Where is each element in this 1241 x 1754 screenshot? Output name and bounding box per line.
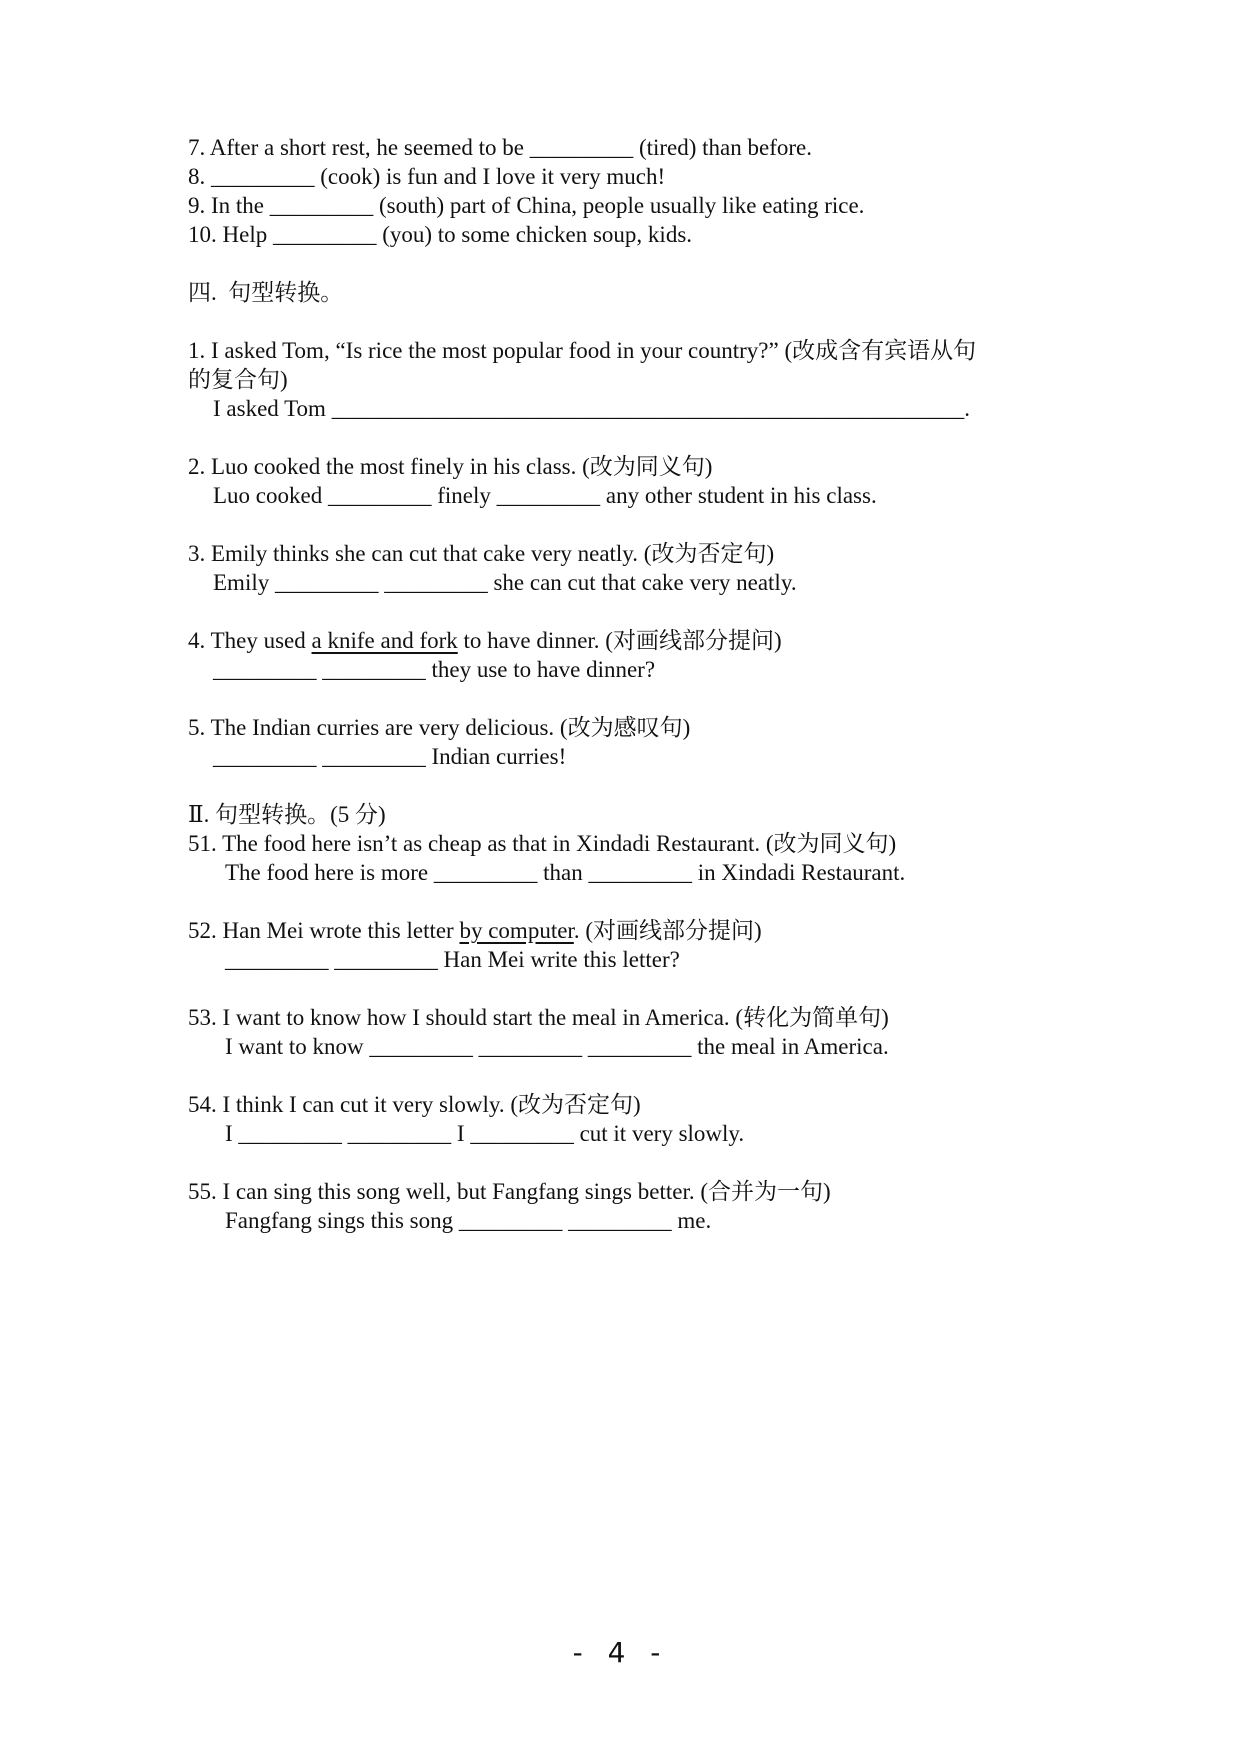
question-4 (188, 626, 782, 656)
exercise-9: 9. In the _________ (south) part of China, people usually like eating rice. (188, 193, 865, 218)
exercise-10: 10. Help _________ (you) to some chicken soup, kids. (188, 222, 693, 247)
question-4-answer: _________ _________ they use to have dinner? (213, 657, 656, 682)
question-52-answer: _________ _________ Han Mei write this letter? (225, 947, 680, 972)
question-5-answer: _________ _________ Indian curries! (213, 744, 567, 769)
page-number: - 4 - (572, 1636, 669, 1669)
exercise-8: 8. _________ (cook) is fun and I love it very much! (188, 164, 666, 189)
question-1-line-2: 的复合句) (188, 367, 288, 392)
question-52-pre: 52. Han Mei wrote this letter (188, 918, 460, 943)
question-52-post: . (对画线部分提问) (573, 918, 762, 943)
section-II-heading: Ⅱ. 句型转换。(5 分) (188, 802, 386, 827)
question-53: 53. I want to know how I should start the meal in America. (转化为简单句) (188, 1005, 889, 1030)
question-2-answer: Luo cooked _________ finely _________ any other student in his class. (213, 483, 877, 508)
exercise-7: 7. After a short rest, he seemed to be _________ (tired) than before. (188, 135, 812, 160)
question-52-underlined: by computer (459, 918, 574, 943)
question-5: 5. The Indian curries are very delicious. (改为感叹句) (188, 715, 691, 740)
question-3-answer: Emily _________ _________ she can cut that cake very neatly. (213, 570, 797, 595)
question-55-answer: Fangfang sings this song _________ _________ me. (225, 1208, 712, 1233)
question-1-answer: I asked Tom _______________________________________________________. (213, 396, 970, 421)
question-54-answer: I _________ _________ I _________ cut it very slowly. (225, 1121, 745, 1146)
question-54: 54. I think I can cut it very slowly. (改为否定句) (188, 1092, 641, 1117)
question-4-underlined: a knife and fork (311, 628, 458, 653)
question-4-pre: 4. They used (188, 628, 312, 653)
question-1-line-1: 1. I asked Tom, “Is rice the most popular food in your country?” (改成含有宾语从句 (188, 338, 977, 363)
section-4-heading: 四. 句型转换。 (188, 280, 344, 305)
question-51: 51. The food here isn’t as cheap as that in Xindadi Restaurant. (改为同义句) (188, 831, 897, 856)
question-52 (188, 916, 762, 946)
question-51-answer: The food here is more _________ than _________ in Xindadi Restaurant. (225, 860, 906, 885)
question-55: 55. I can sing this song well, but Fangfang sings better. (合并为一句) (188, 1179, 831, 1204)
question-53-answer: I want to know _________ _________ _________ the meal in America. (225, 1034, 889, 1059)
question-2: 2. Luo cooked the most finely in his class. (改为同义句) (188, 454, 713, 479)
question-3: 3. Emily thinks she can cut that cake very neatly. (改为否定句) (188, 541, 775, 566)
question-4-post: to have dinner. (对画线部分提问) (457, 628, 782, 653)
